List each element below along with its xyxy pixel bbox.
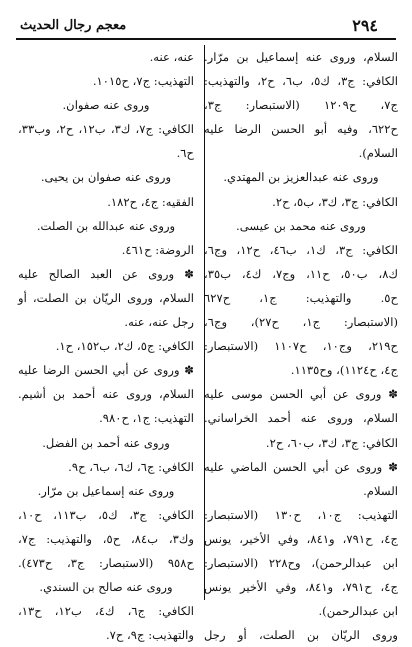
text-line: وروى عنه صالح بن السندي.: [39, 580, 173, 595]
text-line: السلام).: [358, 146, 398, 161]
text-line: الفقيه: ج٤، ح١٨٢.: [107, 194, 194, 209]
text-line: ✽ وروى عن أبي الحسن الماضي عليه: [204, 459, 398, 474]
text-line: وروى عنه صفوان.: [62, 98, 150, 113]
text-line: ابن عبدالرحمن).: [318, 604, 398, 619]
text-line: الكافي: ج٧، ك٣، ب١٢، ح٢، وب٣٣،: [18, 122, 194, 137]
text-line: التهذيب: ج٧، ح١٠١٥.: [92, 74, 194, 89]
text-line: الكافي: ج٦، ك٤، ب١٢، ح١٣،: [18, 604, 194, 619]
text-line: التهذيب: ج١٠، ح١٣٠ (الاستبصار:: [204, 507, 398, 522]
text-line: الكافي: ج٦، ك٦، ب٦، ح٩.: [68, 459, 194, 474]
text-line: ح٦٢٢، وفيه أبو الحسن الرضا عليه: [204, 122, 398, 137]
text-line: وك٣، ب٨٤، ح٥، والتهذيب: ج٧،: [18, 531, 194, 546]
left-text-column: [18, 45, 194, 647]
text-line: وروى عنه عبدالله بن الصلت.: [36, 218, 176, 233]
text-line: ✽ وروى عن أبي الحسن موسى عليه: [204, 387, 398, 402]
text-line: الكافي: ج٣، ك٣، ب٦٠، ح٢.: [265, 435, 398, 450]
text-line: ابن عبدالرحمن)، وح٢٢٨ (الاستبصار:: [204, 555, 398, 570]
text-line: ح٥. والتهذيب: ج١، ح٦٢٧: [204, 290, 398, 305]
text-line: رجل عنه، عنه.: [124, 315, 194, 330]
text-line: ج٧، ح١٢٠٩ (الاستبصار: ج٣،: [204, 98, 398, 113]
text-line: السلام.: [363, 483, 398, 498]
page-header: [16, 16, 396, 40]
text-line: ✽ وروى عن العبد الصالح عليه: [18, 266, 194, 281]
text-line: ح٢١٩، وج١٠، ح١١٠٧ (الاستبصار:: [204, 339, 398, 354]
page-number: ٢٩٤: [352, 16, 378, 35]
text-line: وروى عنه إسماعيل بن مرّار.: [37, 483, 175, 498]
text-line: وروى عنه صفوان بن يحيى.: [40, 170, 172, 185]
text-line: ح٦.: [176, 146, 194, 161]
text-line: السلام، وروى عنه إسماعيل بن مرّار.: [204, 50, 398, 64]
text-line: وروى عنه محمد بن عيسى.: [236, 218, 366, 233]
text-line: وروى عنه أحمد بن الفضل.: [42, 435, 170, 450]
text-line: الروضة: ح٤٦١.: [121, 242, 194, 257]
text-line: عنه، عنه.: [149, 50, 194, 64]
running-title: معجم رجال الحديث: [20, 18, 127, 33]
text-line: الكافي: ج٣، ك٥، ب٦، ح٢، والتهذيب:: [204, 74, 398, 89]
text-line: ج٤، ح٧٩١، و٨٤١، وفي الأخير يونس: [204, 580, 398, 595]
text-line: (الاستبصار: ج١، ح٢٧)، وج٦،: [204, 315, 398, 330]
text-line: ك٨، ب٥٠، ح١١، وج٧، ك٤، ب٣٥،: [204, 266, 398, 281]
text-line: السلام، وروى الريّان بن الصلت، أو: [18, 290, 194, 305]
text-line: التهذيب: ج١، ح٩٨٠.: [99, 411, 194, 426]
text-line: وروى الريّان بن الصلت، أو رجل: [204, 628, 398, 643]
text-line: الكافي: ج٣، ك٥، ب١١٣، ح١٠،: [18, 507, 195, 522]
text-line: الكافي: ج٥، ك٢، ب١٥٢، ح١.: [55, 339, 194, 354]
text-line: ✽ وروى عن أبي الحسن الرضا عليه: [18, 363, 194, 378]
text-line: السلام، وروى عنه أحمد بن أشيم.: [18, 387, 194, 402]
text-line: الكافي: ج٣، ك٣، ب٥، ح٢.: [272, 194, 398, 209]
right-text-column: [204, 45, 398, 647]
text-line: ج٤، ح١١٢٤)، وح١١٣٥.: [290, 363, 398, 378]
text-line: وروى عنه عبدالعزيز بن المهتدي.: [223, 170, 379, 185]
text-line: ح٩٥٨ (الاستبصار: ج٣، ح٤٧٣).: [18, 555, 194, 570]
text-line: ج٤، ح٧٩١، و٨٤١، وفي الأخير، يونس: [204, 531, 398, 546]
text-line: الكافي: ج٣، ك١، ب٤٦، ح١٢، وج٦،: [204, 242, 399, 257]
text-line: السلام، وروى عنه أحمد الخراساني.: [204, 411, 398, 426]
text-line: والتهذيب: ج٩، ح٧.: [105, 628, 194, 643]
